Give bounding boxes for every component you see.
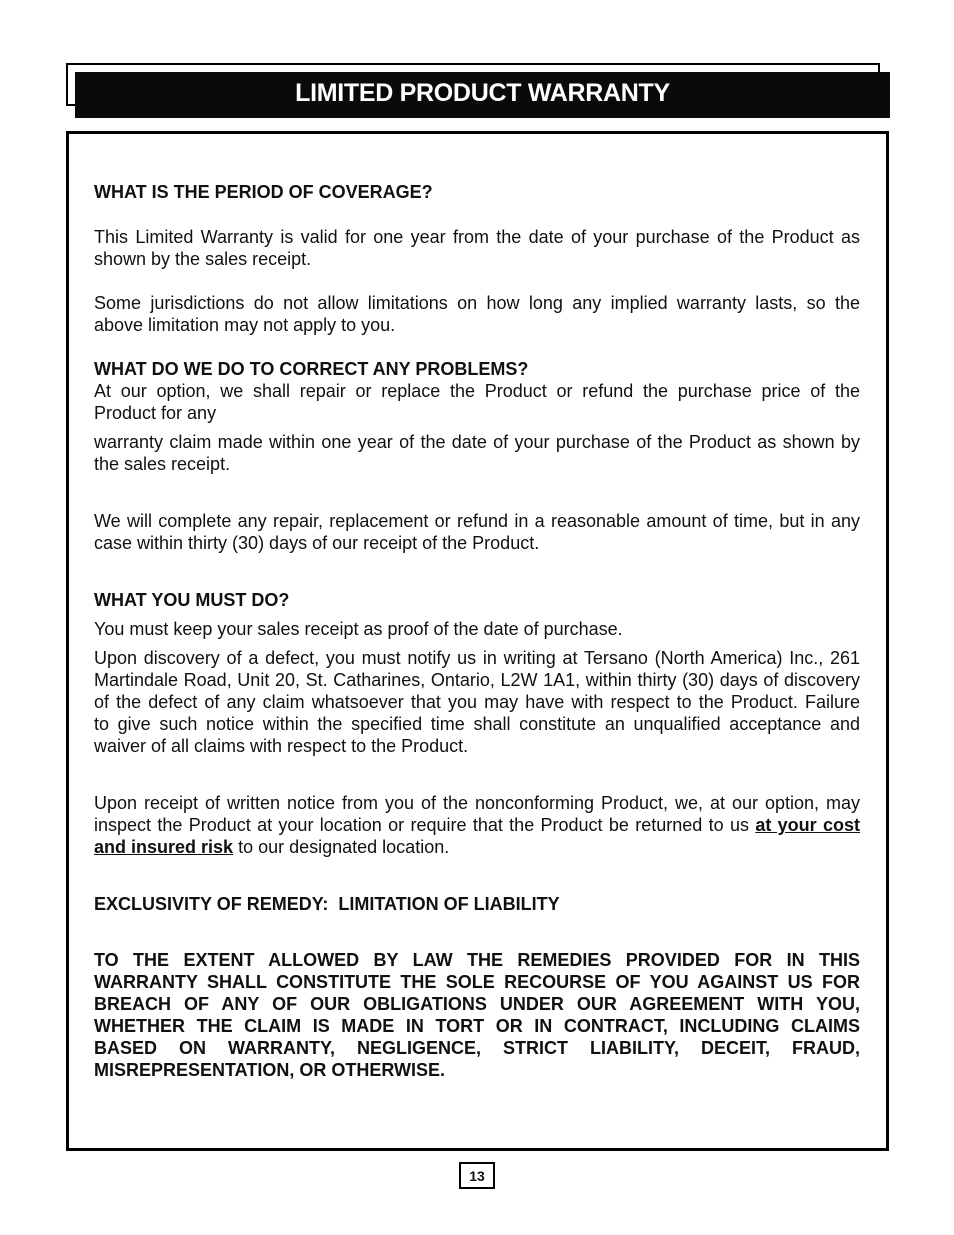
text-line bbox=[94, 836, 860, 858]
text-line: BREACH OF ANY OF OUR OBLIGATIONS UNDER OUR AGREEMENT WITH YOU, bbox=[94, 994, 860, 1014]
coverage-paragraph-1 bbox=[94, 226, 860, 270]
text-line: MISREPRESENTATION, OR OTHERWISE. bbox=[94, 1060, 446, 1080]
text-line: the sales receipt. bbox=[94, 454, 231, 474]
text-line: Upon discovery of a defect, you must notify us in writing at Tersano (North America) Inc., 261 bbox=[94, 648, 860, 668]
text-line: above limitation may not apply to you. bbox=[94, 315, 396, 335]
text-line: WHETHER THE CLAIM IS MADE IN TORT OR IN CONTRACT, INCLUDING CLAIMS bbox=[94, 1016, 860, 1036]
correction-paragraph-2 bbox=[94, 431, 860, 475]
obligations-paragraph-3 bbox=[94, 792, 860, 858]
text-line: You must keep your sales receipt as proof of the date of purchase. bbox=[94, 619, 623, 639]
text-line: We will complete any repair, replacement or refund in a reasonable amount of time, but in any bbox=[94, 511, 860, 531]
text-line: At our option, we shall repair or replace the Product or refund the purchase price of the bbox=[94, 381, 860, 401]
text-segment: inspect the Product at your location or require that the Product be returned to us bbox=[94, 815, 749, 835]
text-line: of the defect of any claim whatsoever that you may have with respect to the Product. Failure bbox=[94, 692, 860, 712]
coverage-paragraph-2 bbox=[94, 292, 860, 336]
liability-paragraph bbox=[94, 949, 860, 1081]
text-segment: to our designated location. bbox=[238, 837, 450, 857]
liability-heading: EXCLUSIVITY OF REMEDY: LIMITATION OF LIABILITY bbox=[94, 894, 560, 914]
text-line: Some jurisdictions do not allow limitations on how long any implied warranty lasts, so the bbox=[94, 293, 860, 313]
correction-paragraph-1 bbox=[94, 380, 860, 424]
text-line: waiver of all claims with respect to the Product. bbox=[94, 736, 469, 756]
text-line: Product for any bbox=[94, 403, 217, 423]
correction-heading: WHAT DO WE DO TO CORRECT ANY PROBLEMS? bbox=[94, 359, 529, 379]
text-line: TO THE EXTENT ALLOWED BY LAW THE REMEDIES PROVIDED FOR IN THIS bbox=[94, 950, 860, 970]
text-line: shown by the sales receipt. bbox=[94, 249, 312, 269]
text-line: BASED ON WARRANTY, NEGLIGENCE, STRICT LIABILITY, DECEIT, FRAUD, bbox=[94, 1038, 860, 1058]
obligations-paragraph-2 bbox=[94, 647, 860, 757]
text-line: Martindale Road, Unit 20, St. Catharines, Ontario, L2W 1A1, within thirty (30) days of discovery bbox=[94, 670, 860, 690]
coverage-heading: WHAT IS THE PERIOD OF COVERAGE? bbox=[94, 182, 433, 202]
obligations-paragraph-1 bbox=[94, 618, 860, 640]
text-line bbox=[94, 814, 860, 836]
cost-risk-emphasis: at your cost bbox=[755, 815, 860, 835]
cost-risk-emphasis: and insured risk bbox=[94, 837, 234, 857]
text-line: warranty claim made within one year of the date of your purchase of the Product as shown by bbox=[94, 432, 860, 452]
text-line: to give such notice within the specified time shall constitute an unqualified acceptance and bbox=[94, 714, 860, 734]
text-line: This Limited Warranty is valid for one year from the date of your purchase of the Product as bbox=[94, 227, 860, 247]
obligations-heading: WHAT YOU MUST DO? bbox=[94, 590, 290, 610]
text-line: case within thirty (30) days of our receipt of the Product. bbox=[94, 533, 540, 553]
text-line: Upon receipt of written notice from you of the nonconforming Product, we, at our option, may bbox=[94, 793, 860, 813]
page-title: LIMITED PRODUCT WARRANTY bbox=[295, 79, 670, 107]
text-line: WARRANTY SHALL CONSTITUTE THE SOLE RECOURSE OF YOU AGAINST US FOR bbox=[94, 972, 860, 992]
header-bar bbox=[75, 72, 890, 118]
correction-paragraph-3 bbox=[94, 510, 860, 554]
page-number: 13 bbox=[459, 1162, 495, 1189]
